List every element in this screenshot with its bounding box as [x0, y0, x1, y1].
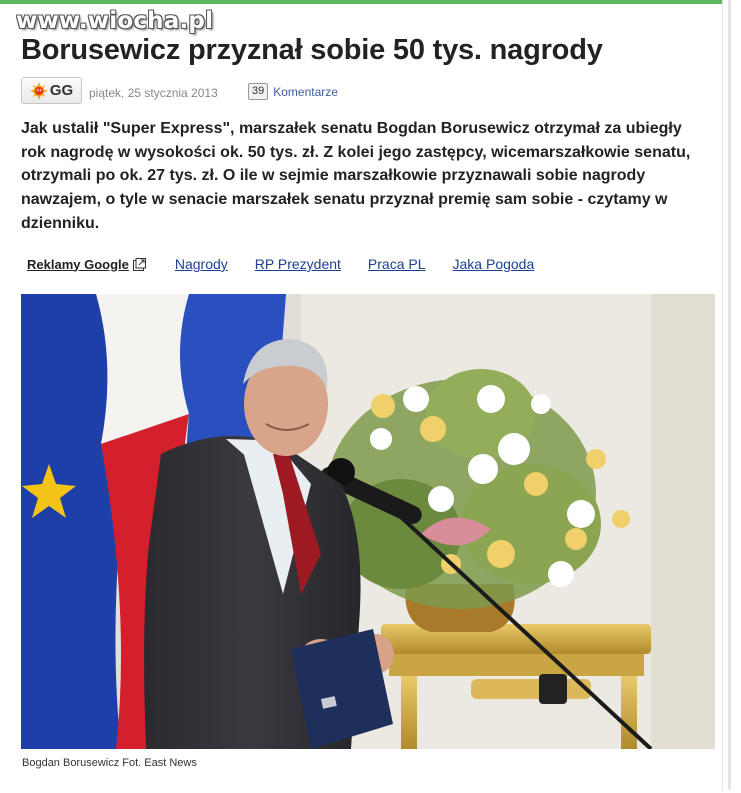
comments-label[interactable]: Komentarze — [273, 84, 338, 99]
photo-caption: Bogdan Borusewicz Fot. East News — [22, 757, 197, 769]
comments-count-badge: 39 — [248, 83, 268, 100]
article-title: Borusewicz przyznał sobie 50 tys. nagrody — [21, 34, 603, 66]
gg-badge-label: GG — [49, 82, 74, 99]
right-scroll-gutter — [722, 0, 741, 790]
article-date: piątek, 25 stycznia 2013 — [89, 86, 218, 100]
top-accent-strip — [0, 0, 741, 4]
article-lead: Jak ustalił "Super Express", marszałek senatu Bogdan Borusewicz otrzymał za ubiegły rok nagrodę w wysokości ok. 50 tys. zł. Z kolei jego zastępcy, wicemarszałkowie senatu, otrzymali po ok. 27 tys. zł. O ile w sejmie marszałkowie przyznawali sobie nagrody nawzajem, o tyle w senacie marszałek senatu przyznał premię sam sobie - czytamy w dzienniku. — [21, 120, 691, 232]
google-ads-bar — [27, 256, 534, 272]
site-watermark: www.wiocha.pl — [16, 8, 214, 34]
comments-link[interactable] — [248, 83, 338, 100]
article-body-cutoff — [22, 781, 717, 793]
gg-share-button[interactable] — [21, 77, 82, 104]
ad-link-praca-pl[interactable]: Praca PL — [367, 256, 426, 272]
gg-sun-icon — [30, 82, 48, 100]
ad-link-rp-prezydent[interactable]: RP Prezydent — [254, 256, 341, 272]
ad-link-jaka-pogoda[interactable]: Jaka Pogoda — [452, 256, 535, 272]
article-photo — [21, 294, 715, 749]
ad-link-nagrody[interactable]: Nagrody — [174, 256, 228, 272]
external-link-icon[interactable] — [133, 258, 146, 271]
ads-label[interactable]: Reklamy Google — [27, 256, 129, 272]
gutter-bar — [728, 0, 731, 790]
